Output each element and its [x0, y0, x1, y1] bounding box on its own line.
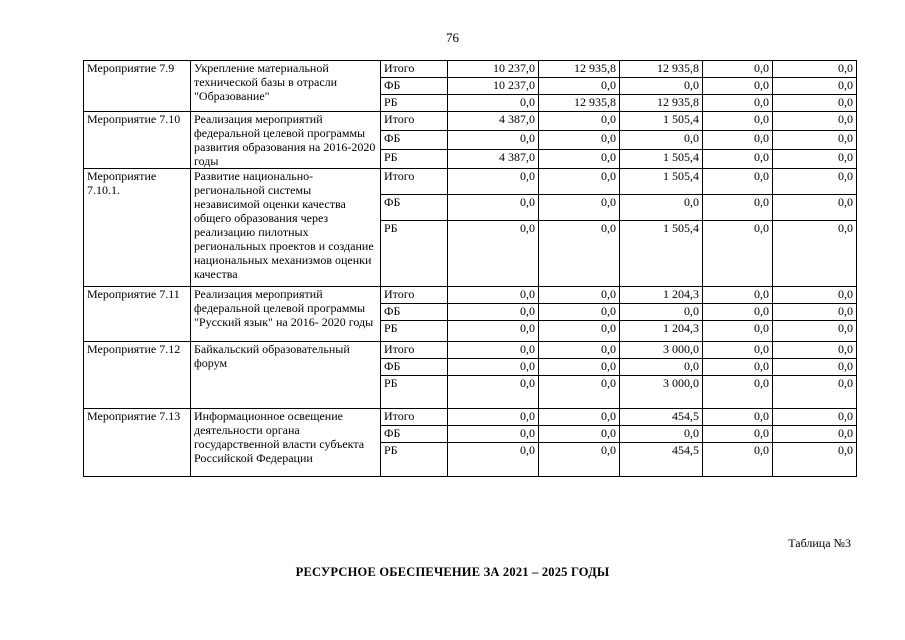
amount-cell: 0,0	[448, 131, 539, 150]
activity-code: Мероприятие 7.11	[84, 287, 191, 342]
amount-cell: 0,0	[703, 321, 773, 342]
amount-cell: 0,0	[703, 409, 773, 426]
funding-source: РБ	[381, 221, 448, 287]
amount-cell: 0,0	[703, 131, 773, 150]
amount-cell: 12 935,8	[620, 95, 703, 112]
funding-source: Итого	[381, 61, 448, 78]
amount-cell: 0,0	[539, 287, 620, 304]
activity-description: Реализация мероприятий федеральной целевой программы "Русский язык" на 2016- 2020 годы	[191, 287, 381, 342]
amount-cell: 454,5	[620, 409, 703, 426]
amount-cell: 0,0	[703, 95, 773, 112]
amount-cell: 0,0	[703, 150, 773, 169]
amount-cell: 0,0	[773, 304, 857, 321]
funding-source: РБ	[381, 376, 448, 409]
funding-source: РБ	[381, 150, 448, 169]
amount-cell: 0,0	[539, 195, 620, 221]
activity-description: Реализация мероприятий федеральной целевой программы развития образования на 2016-2020 годы	[191, 112, 381, 169]
amount-cell: 0,0	[448, 321, 539, 342]
table-row	[84, 61, 857, 78]
amount-cell: 0,0	[773, 221, 857, 287]
amount-cell: 0,0	[773, 426, 857, 443]
amount-cell: 0,0	[620, 426, 703, 443]
activity-code: Мероприятие 7.10	[84, 112, 191, 169]
amount-cell: 0,0	[620, 195, 703, 221]
amount-cell: 0,0	[539, 131, 620, 150]
funding-source: Итого	[381, 409, 448, 426]
amount-cell: 0,0	[448, 359, 539, 376]
amount-cell: 10 237,0	[448, 78, 539, 95]
amount-cell: 0,0	[448, 169, 539, 195]
amount-cell: 0,0	[773, 376, 857, 409]
table-row	[84, 342, 857, 359]
funding-source: ФБ	[381, 304, 448, 321]
amount-cell: 0,0	[448, 376, 539, 409]
amount-cell: 0,0	[703, 112, 773, 131]
amount-cell: 0,0	[448, 443, 539, 477]
funding-source: Итого	[381, 169, 448, 195]
amount-cell: 454,5	[620, 443, 703, 477]
funding-source: Итого	[381, 287, 448, 304]
amount-cell: 0,0	[448, 95, 539, 112]
activity-description: Информационное освещение деятельности органа государственной власти субъекта Российской Федерации	[191, 409, 381, 477]
amount-cell: 1 505,4	[620, 221, 703, 287]
funding-source: ФБ	[381, 78, 448, 95]
resource-table	[83, 60, 857, 477]
funding-source: ФБ	[381, 426, 448, 443]
amount-cell: 10 237,0	[448, 61, 539, 78]
amount-cell: 0,0	[539, 409, 620, 426]
amount-cell: 0,0	[448, 426, 539, 443]
amount-cell: 12 935,8	[539, 61, 620, 78]
amount-cell: 0,0	[703, 78, 773, 95]
amount-cell: 0,0	[620, 78, 703, 95]
amount-cell: 0,0	[539, 426, 620, 443]
amount-cell: 0,0	[773, 169, 857, 195]
amount-cell: 0,0	[703, 342, 773, 359]
amount-cell: 0,0	[448, 195, 539, 221]
amount-cell: 0,0	[773, 61, 857, 78]
amount-cell: 0,0	[539, 150, 620, 169]
amount-cell: 0,0	[773, 342, 857, 359]
amount-cell: 0,0	[773, 131, 857, 150]
amount-cell: 0,0	[773, 359, 857, 376]
amount-cell: 1 505,4	[620, 150, 703, 169]
amount-cell: 0,0	[620, 131, 703, 150]
amount-cell: 0,0	[773, 287, 857, 304]
funding-source: РБ	[381, 95, 448, 112]
page-number: 76	[446, 30, 459, 45]
amount-cell: 0,0	[703, 304, 773, 321]
amount-cell: 0,0	[703, 61, 773, 78]
table-row	[84, 409, 857, 426]
amount-cell: 0,0	[703, 221, 773, 287]
activity-description: Укрепление материальной технической базы в отрасли "Образование"	[191, 61, 381, 112]
amount-cell: 0,0	[539, 443, 620, 477]
amount-cell: 3 000,0	[620, 376, 703, 409]
amount-cell: 0,0	[773, 409, 857, 426]
amount-cell: 0,0	[703, 169, 773, 195]
amount-cell: 0,0	[620, 304, 703, 321]
amount-cell: 0,0	[620, 359, 703, 376]
amount-cell: 0,0	[448, 287, 539, 304]
amount-cell: 0,0	[448, 304, 539, 321]
amount-cell: 0,0	[773, 195, 857, 221]
amount-cell: 0,0	[773, 95, 857, 112]
amount-cell: 4 387,0	[448, 112, 539, 131]
funding-source: РБ	[381, 443, 448, 477]
section-heading: РЕСУРСНОЕ ОБЕСПЕЧЕНИЕ ЗА 2021 – 2025 ГОДЫ	[295, 565, 610, 579]
amount-cell: 0,0	[539, 169, 620, 195]
table-row	[84, 169, 857, 195]
amount-cell: 0,0	[703, 426, 773, 443]
amount-cell: 0,0	[703, 287, 773, 304]
amount-cell: 0,0	[539, 78, 620, 95]
activity-description: Байкальский образовательный форум	[191, 342, 381, 409]
amount-cell: 1 505,4	[620, 169, 703, 195]
funding-source: ФБ	[381, 359, 448, 376]
amount-cell: 0,0	[703, 443, 773, 477]
amount-cell: 3 000,0	[620, 342, 703, 359]
funding-source: ФБ	[381, 195, 448, 221]
amount-cell: 1 204,3	[620, 321, 703, 342]
amount-cell: 12 935,8	[620, 61, 703, 78]
amount-cell: 0,0	[703, 359, 773, 376]
amount-cell: 0,0	[539, 342, 620, 359]
amount-cell: 0,0	[448, 342, 539, 359]
amount-cell: 0,0	[773, 78, 857, 95]
amount-cell: 0,0	[539, 321, 620, 342]
funding-source: ФБ	[381, 131, 448, 150]
activity-code: Мероприятие 7.13	[84, 409, 191, 477]
amount-cell: 4 387,0	[448, 150, 539, 169]
amount-cell: 0,0	[539, 221, 620, 287]
funding-source: Итого	[381, 342, 448, 359]
table-row	[84, 287, 857, 304]
amount-cell: 0,0	[539, 376, 620, 409]
amount-cell: 0,0	[448, 409, 539, 426]
activity-description: Развитие национально-региональной системы независимой оценки качества общего образования через реализацию пилотных региональных проектов и создание национальных механизмов оценки качества	[191, 169, 381, 287]
amount-cell: 1 505,4	[620, 112, 703, 131]
amount-cell: 0,0	[773, 112, 857, 131]
activity-code: Мероприятие 7.9	[84, 61, 191, 112]
activity-code: Мероприятие 7.12	[84, 342, 191, 409]
table-row	[84, 112, 857, 131]
amount-cell: 0,0	[703, 195, 773, 221]
amount-cell: 0,0	[703, 376, 773, 409]
activity-code: Мероприятие 7.10.1.	[84, 169, 191, 287]
amount-cell: 0,0	[539, 304, 620, 321]
amount-cell: 0,0	[539, 112, 620, 131]
funding-source: Итого	[381, 112, 448, 131]
amount-cell: 0,0	[448, 221, 539, 287]
table-caption: Таблица №3	[788, 536, 851, 550]
amount-cell: 0,0	[773, 150, 857, 169]
funding-source: РБ	[381, 321, 448, 342]
amount-cell: 0,0	[539, 359, 620, 376]
amount-cell: 0,0	[773, 321, 857, 342]
amount-cell: 0,0	[773, 443, 857, 477]
amount-cell: 1 204,3	[620, 287, 703, 304]
amount-cell: 12 935,8	[539, 95, 620, 112]
